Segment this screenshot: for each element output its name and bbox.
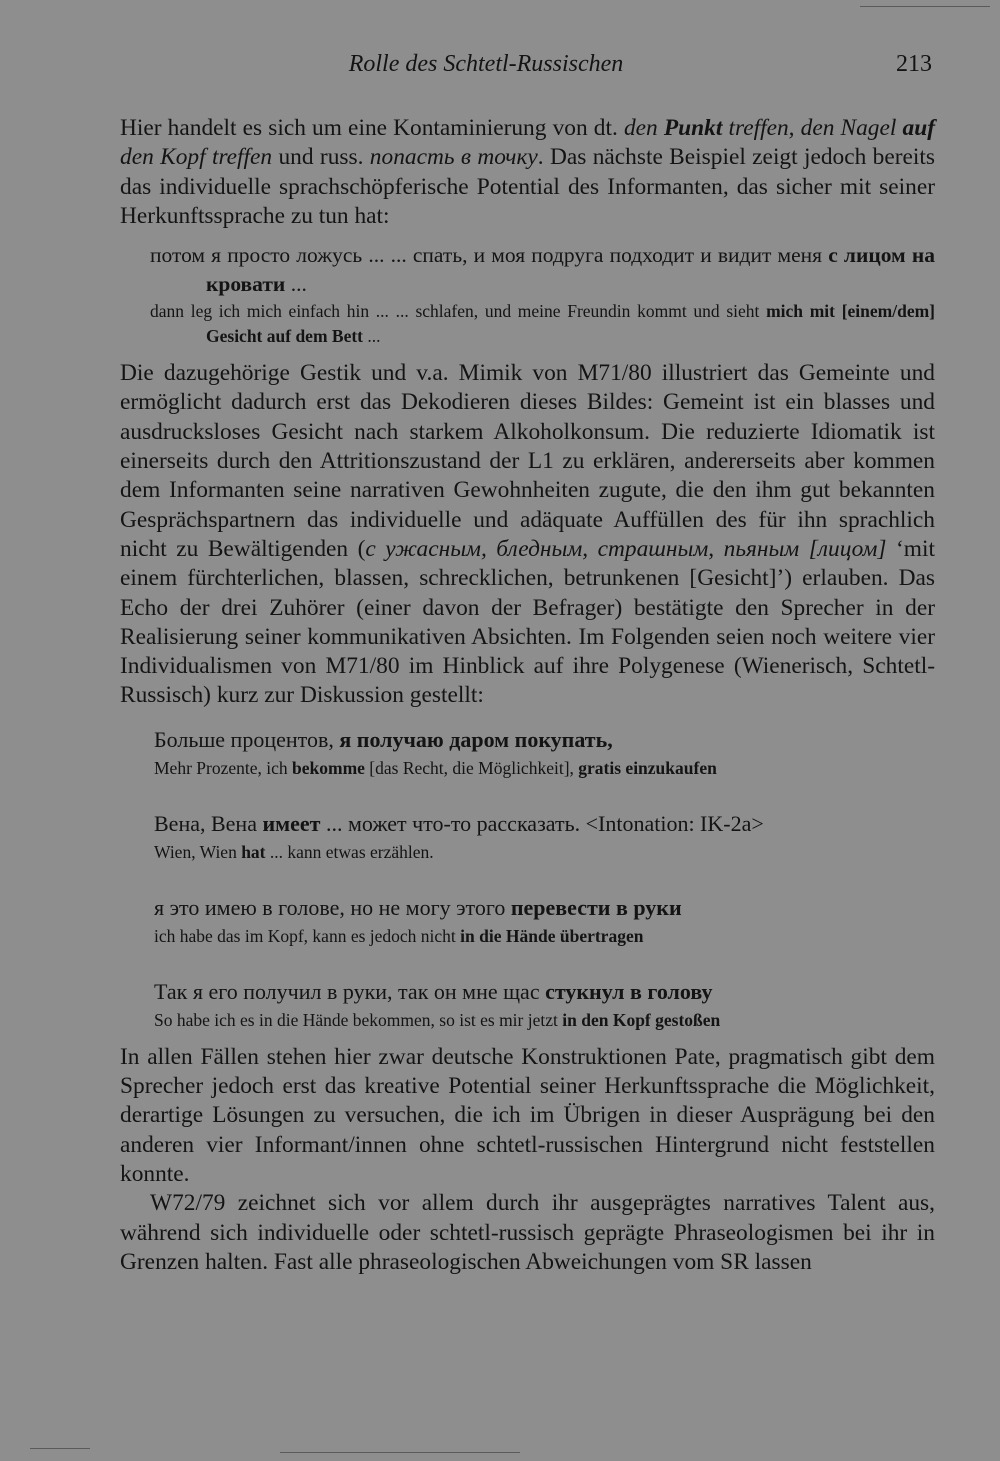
example-1-german: dann leg ich mich einfach hin ... ... schlafen, und meine Freundin kommt und sieht mich mit [einem/dem] Gesicht auf dem Bett ...	[150, 301, 935, 347]
example-1	[150, 241, 935, 349]
example-russian: Больше процентов, я получаю даром покупать,	[154, 726, 613, 752]
highlighted-phrase: я получаю даром покупать,	[339, 726, 613, 752]
body-text	[120, 114, 935, 1277]
running-header	[120, 48, 932, 80]
running-title: Rolle des Schtetl-Russischen	[348, 51, 624, 77]
highlighted-phrase: hat	[241, 841, 266, 862]
example-1-russian: потом я просто ложусь ... ... спать, и моя подруга подходит и видит меня с лицом на кровати ...	[150, 243, 935, 297]
text-run: Hier handelt es sich um eine Kontaminierung von dt.	[120, 115, 624, 141]
russian-idiom: попасть в точку	[369, 144, 538, 171]
highlighted-phrase: gratis einzukaufen	[578, 757, 717, 778]
highlighted-phrase: с лицом на кровати	[206, 243, 935, 297]
german-idiom: den Kopf treffen	[120, 144, 273, 171]
german-idiom-emphasis: auf	[902, 115, 936, 141]
example-russian: Так я его получил в руки, так он мне щас стукнул в голову	[154, 978, 713, 1004]
example-russian: я это имею в голове, но не могу этого перевести в руки	[154, 894, 682, 920]
example-pair	[154, 725, 935, 781]
russian-phrase: с ужасным, бледным, страшным, пьяным [лицом]	[365, 535, 887, 562]
german-idiom: treffen, den Nagel	[722, 115, 903, 141]
text-run: Die dazugehörige Gestik und v.a. Mimik von M71/80 illustriert das Gemeinte und ermöglicht dadurch erst das Dekodieren dieses Bildes: Gemeint ist ein blasses und ausdrucksloses Gesicht nach starkem Alkoholkonsum. Die reduzierte Idiomatik ist einerseits durch den Attritionszustand der L1 zu erklären, andererseits aber kommen dem Informanten seine narrativen Gewohnheiten zugute, die den ihm gut bekannten Gesprächspartnern das individuelle und adäquate Auffüllen des für ihn sprachlich nicht zu Bewältigenden (	[120, 360, 935, 562]
page-number: 213	[896, 51, 932, 77]
highlighted-phrase: имеет	[262, 810, 321, 836]
example-pair	[154, 977, 935, 1033]
scan-artifact	[860, 6, 990, 7]
text-run: ‘mit einem fürchterlichen, blassen, schrecklichen, betrunkenen [Gesicht]’) erlauben. Das Echo der drei Zuhörer (einer davon der Befrager) bestätigte den Sprecher in der Realisierung seiner kommunikativen Absichten. Im Folgenden seien noch weitere vier Individualismen von M71/80 im Hinblick auf ihre Polygenese (Wienerisch, Schtetl-Russisch) kurz zur Diskussion gestellt:	[120, 535, 935, 709]
scan-artifact	[30, 1448, 90, 1449]
paragraph-2	[120, 359, 935, 711]
example-pair	[154, 809, 935, 865]
example-list	[154, 725, 935, 1033]
example-russian: Вена, Вена имеет ... может что-то рассказать. <Intonation: IK-2a>	[154, 810, 764, 836]
german-idiom: den	[623, 115, 664, 141]
example-german: Mehr Prozente, ich bekomme [das Recht, die Möglichkeit], gratis einzukaufen	[154, 757, 717, 778]
paragraph-1	[120, 114, 935, 231]
highlighted-phrase: in die Hände übertragen	[460, 925, 644, 946]
german-idiom-emphasis: Punkt	[663, 115, 723, 141]
highlighted-phrase: mich mit [einem/dem] Gesicht auf dem Bett	[206, 301, 935, 347]
highlighted-phrase: стукнул в голову	[545, 978, 713, 1004]
paragraph-3: In allen Fällen stehen hier zwar deutsche Konstruktionen Pate, pragmatisch gibt dem Sprecher jedoch erst das kreative Potential seiner Herkunftssprache die Möglichkeit, derartige Lösungen zu versuchen, die ich im Übrigen in dieser Ausprägung bei den anderen vier Informant/innen ohne schtetl-russischen Hintergrund nicht feststellen konnte.	[120, 1043, 935, 1187]
example-german: So habe ich es in die Hände bekommen, so ist es mir jetzt in den Kopf gestoßen	[154, 1009, 721, 1030]
highlighted-phrase: in den Kopf gestoßen	[562, 1009, 721, 1030]
highlighted-phrase: перевести в руки	[510, 894, 682, 920]
example-german: ich habe das im Kopf, kann es jedoch nicht in die Hände übertragen	[154, 925, 644, 946]
example-pair	[154, 893, 935, 949]
paragraph-4: W72/79 zeichnet sich vor allem durch ihr ausgeprägtes narratives Talent aus, während sich individuelle oder schtetl-russisch geprägte Phraseologismen bei ihr in Grenzen halten. Fast alle phraseologischen Abweichungen vom SR lassen	[120, 1190, 935, 1275]
text-run: und russ.	[272, 144, 370, 171]
text-run: . Das nächste Beispiel zeigt jedoch bereits das individuelle sprachschöpferische Potential des Informanten, das sicher mit seiner Herkunftssprache zu tun hat:	[120, 144, 936, 229]
example-german: Wien, Wien hat ... kann etwas erzählen.	[154, 841, 434, 862]
highlighted-phrase: bekomme	[292, 757, 365, 778]
scan-artifact	[280, 1452, 520, 1453]
